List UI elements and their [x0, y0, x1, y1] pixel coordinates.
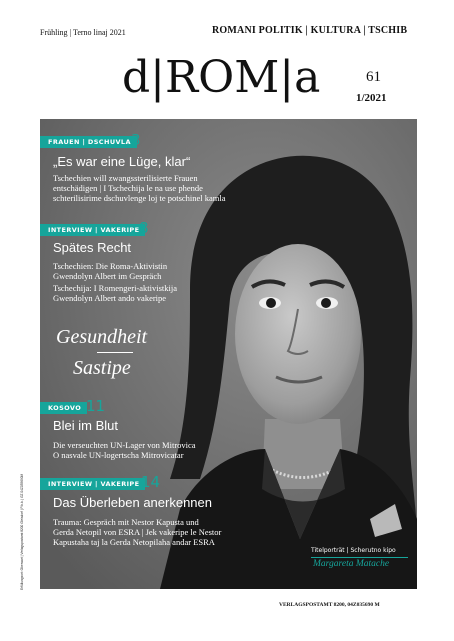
article-4-line-1: Trauma: Gespräch mit Nestor Kapusta und — [53, 517, 199, 527]
article-3-page: 11 — [86, 397, 106, 415]
article-4-line-3: Kapustaha taj la Gerda Netopilaha andar ESRA — [53, 537, 215, 547]
issue-date: 1/2021 — [356, 92, 387, 104]
article-3-tag: KOSOVO — [40, 402, 87, 414]
theme-title-rom: Sastipe — [73, 357, 131, 379]
article-2-line-4: Gwendolyn Albert ando vakeripe — [53, 293, 167, 303]
article-2-line-1: Tschechien: Die Roma-Aktivistin — [53, 261, 168, 271]
postamt-label: VERLAGSPOSTAMT 8200, 04Z035690 M — [279, 602, 380, 608]
article-4-tag: INTERVIEW | VAKERIPE — [40, 478, 145, 490]
article-3-line-1: Die verseuchten UN-Lager von Mitrovica — [53, 440, 196, 450]
masthead-logo: d|ROM|a — [122, 52, 321, 103]
article-1-line-3: schterilisirime dschuvlenge loj te potschinel kamla — [53, 193, 226, 203]
article-3-line-2: O nasvale UN-logertscha Mitrovicatar — [53, 450, 184, 460]
article-4-page: 14 — [141, 473, 161, 491]
cover-photo-label: Titelporträt | Scherutno kipo — [311, 547, 396, 554]
theme-title-de: Gesundheit — [56, 326, 148, 348]
article-1-title: „Es war eine Lüge, klar“ — [53, 154, 191, 169]
issue-number: 61 — [366, 69, 381, 85]
article-2-line-2: Gwendolyn Albert im Gespräch — [53, 271, 162, 281]
article-1-tag: FRAUEN | DSCHUVLA — [40, 136, 137, 148]
cover-photo-name: Margareta Matache — [313, 559, 390, 569]
article-1-page: 3 — [131, 131, 141, 149]
article-2-title: Spätes Recht — [53, 240, 132, 255]
article-1-line-2: entschädigen | I Tschechija le na use phende — [53, 183, 203, 193]
article-2-line-3: Tschechija: I Romengeri-aktivistkija — [53, 283, 178, 293]
imprint-text: Erfüllungsort: Oberwart | Verlagspostamt 8200 Gleisdorf | P.b.b. | GZ 04Z035690M — [20, 473, 24, 590]
article-2-tag: INTERVIEW | VAKERIPE — [40, 224, 145, 236]
article-1-line-1: Tschechien will zwangssterilisierte Frauen — [53, 173, 198, 183]
article-4-title: Das Überleben anerkennen — [53, 495, 212, 510]
cover-photo-divider — [311, 557, 408, 558]
article-3-title: Blei im Blut — [53, 418, 119, 433]
article-4-line-2: Gerda Netopil von ESRA | Jek vakeripe le Nestor — [53, 527, 222, 537]
topics-label: ROMANI POLITIK | KULTURA | TSCHIB — [212, 25, 408, 36]
season-label: Frühling | Terno linaj 2021 — [40, 28, 126, 37]
theme-divider — [97, 352, 133, 353]
article-2-page: 8 — [139, 219, 149, 237]
